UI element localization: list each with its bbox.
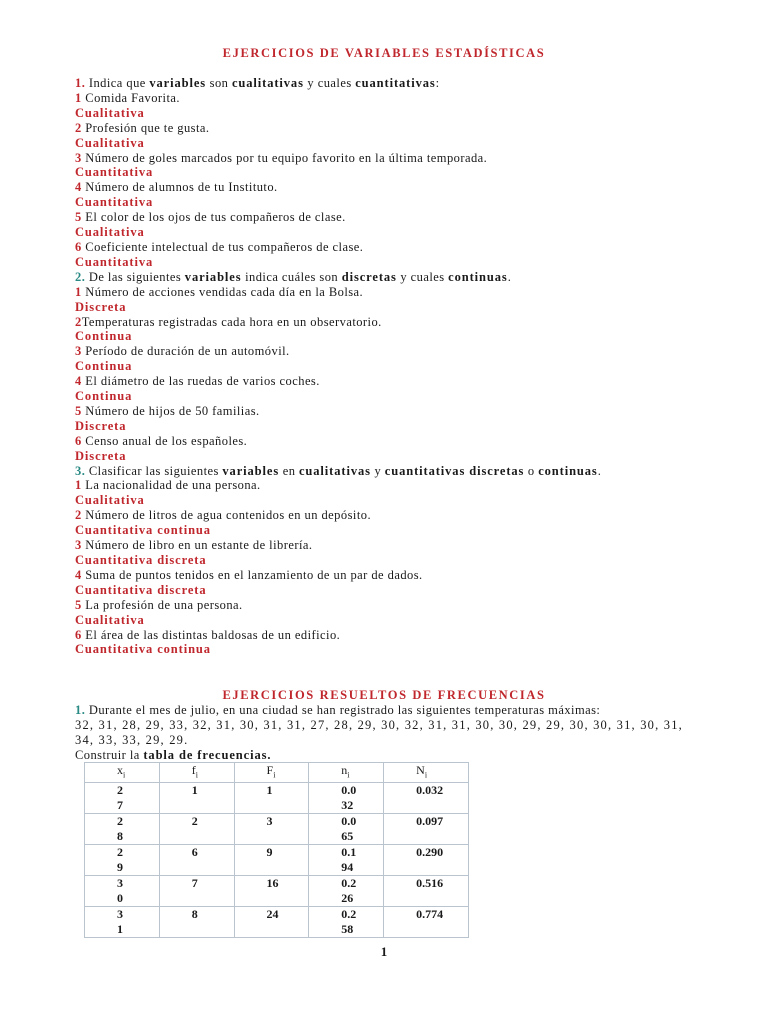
table-cell [159,783,234,814]
column-header-subscript: i [424,770,428,780]
question-text-part: cualitativas [298,463,371,478]
item-number: 1 [75,90,82,105]
table-cell [159,876,234,907]
column-header-subscript: i [273,770,276,780]
column-header-symbol: N [416,763,425,777]
question-text-part: variables [184,269,242,284]
table-cell [309,814,384,845]
exercise-statement [75,703,725,718]
item-answer: Cuantitativa continua [75,642,211,657]
item-answer: Cualitativa [75,493,145,508]
item-answer: Cuantitativa discreta [75,553,207,567]
table-cell [85,783,160,814]
cell-value: 0.226 [341,876,357,906]
item-answer: Discreta [75,448,127,463]
cell-value: 0.032 [416,783,444,798]
table-cell [234,907,309,938]
cell-value: 24 [266,907,279,922]
table-cell [309,783,384,814]
question-text-part: cuantitativas discretas [384,463,525,478]
item-answer: Continua [75,359,133,374]
temperature-data-line-2: 34, 33, 33, 29, 29. [75,732,189,747]
item-number: 6 [75,627,82,642]
table-cell [159,845,234,876]
column-header [309,763,384,783]
cell-value: 28 [117,814,123,844]
cell-value: 27 [117,783,123,813]
frequency-exercise-intro [75,703,725,718]
table-cell [384,845,469,876]
item-text: El diámetro de las ruedas de varios coches. [81,374,320,389]
item-number: 4 [75,567,82,582]
temperature-data [75,718,735,748]
question-number: 1. [75,76,86,90]
section-title-frequencies: EJERCICIOS RESUELTOS DE FRECUENCIAS [222,688,546,702]
table-cell [85,876,160,907]
question-text-part: y [370,463,385,478]
question-number: 3. [75,463,86,478]
cell-value: 29 [117,845,123,875]
question-text-part: continuas [538,463,598,478]
construct-bold: tabla de frecuencias. [143,748,272,762]
item-number: 2 [75,314,82,329]
question-text-part: cuantitativas [355,76,436,90]
cell-value: 0.258 [341,907,357,937]
question-item [75,404,725,419]
question-item [75,538,725,553]
table-row [85,783,469,814]
question-text-part: o [524,463,539,478]
question-item [75,568,725,583]
exercise-text: Durante el mes de julio, en una ciudad se han registrado las siguientes temperaturas máximas: [85,703,601,717]
question-text-part: : [435,76,440,90]
cell-value: 3 [266,814,273,829]
question-item [75,508,725,523]
table-cell [159,814,234,845]
item-number: 2 [75,120,82,135]
cell-value: 0.290 [416,845,444,860]
column-header [159,763,234,783]
cell-value: 0.032 [341,783,357,813]
section-title-variables: EJERCICIOS DE VARIABLES ESTADÍSTICAS [222,46,546,60]
column-header-subscript: i [123,770,126,780]
question-text-part: son [206,76,232,90]
construct-prefix: Construir la [75,748,144,762]
item-text: El área de las distintas baldosas de un edificio. [81,627,341,642]
item-text: Número de alumnos de tu Instituto. [81,180,278,195]
item-text: Suma de puntos tenidos en el lanzamiento de un par de dados. [81,567,423,582]
question-item [75,628,725,643]
table-cell [85,814,160,845]
question-text-part: Indica que [85,76,150,90]
item-number: 1 [75,478,82,493]
table-cell [309,876,384,907]
temperature-data-line-1: 32, 31, 28, 29, 33, 32, 31, 30, 31, 31, 27, 28, 29, 30, 32, 31, 31, 30, 30, 29, 29, 30, 30, 31, 30, 31, [75,718,683,732]
question-item [75,121,725,136]
cell-value: 7 [191,876,198,891]
cell-value: 6 [191,845,198,860]
table-header-row [85,763,469,783]
question-text-part: De las siguientes [85,269,185,284]
question-item [75,315,725,330]
item-answer: Cualitativa [75,225,145,240]
item-text: Número de hijos de 50 familias. [81,403,260,418]
item-number: 1 [75,284,82,299]
question-text-part: variables [222,463,280,478]
page-number: 1 [380,944,388,959]
item-text: Número de goles marcados por tu equipo favorito en la última temporada. [81,150,488,165]
item-answer: Discreta [75,299,127,314]
item-number: 5 [75,403,82,418]
item-answer: Discreta [75,418,127,433]
question-text-part: . [507,269,512,284]
item-answer: Cuantitativa [75,165,154,180]
question-text-part: discretas [341,269,397,284]
table-cell [85,845,160,876]
table-cell [234,876,309,907]
question-item [75,598,725,613]
question-number: 2. [75,269,86,284]
question-text-part: cualitativas [231,76,304,90]
frequency-table [84,762,469,938]
column-header-subscript: i [195,770,198,780]
question-item [75,210,725,225]
table-cell [234,783,309,814]
item-answer: Cualitativa [75,135,145,150]
question-text-part: y cuales [303,76,356,90]
question-text-part: en [279,463,299,478]
question-text-part: continuas [448,269,508,284]
question-text-part: variables [149,76,207,90]
question-text-part: y cuales [396,269,449,284]
table-cell [309,907,384,938]
item-text: La nacionalidad de una persona. [81,478,261,493]
item-number: 5 [75,210,82,225]
item-text: El color de los ojos de tus compañeros de clase. [81,210,346,225]
item-answer: Continua [75,389,133,404]
cell-value: 1 [266,783,273,798]
item-answer: Cualitativa [75,105,145,120]
cell-value: 30 [117,876,123,906]
cell-value: 0.774 [416,907,444,922]
table-cell [384,907,469,938]
question-q2 [75,270,725,285]
question-item [75,344,725,359]
question-text-part: indica cuáles son [241,269,342,284]
cell-value: 0.065 [341,814,357,844]
column-header [85,763,160,783]
item-answer: Continua [75,329,133,344]
question-item [75,434,725,449]
question-item [75,285,725,300]
item-number: 4 [75,374,82,389]
item-number: 6 [75,239,82,254]
cell-value: 8 [191,907,198,922]
cell-value: 0.516 [416,876,444,891]
cell-value: 2 [191,814,198,829]
table-row [85,845,469,876]
question-item [75,374,725,389]
item-number: 4 [75,180,82,195]
item-text: Número de acciones vendidas cada día en la Bolsa. [81,284,364,299]
cell-value: 0.097 [416,814,444,829]
item-answer: Cuantitativa continua [75,523,211,538]
question-q3 [75,464,725,479]
construct-instruction [75,748,725,763]
item-number: 2 [75,508,82,523]
cell-value: 16 [266,876,279,891]
table-cell [159,907,234,938]
column-header [234,763,309,783]
column-header-subscript: i [347,770,350,780]
column-header-symbol: x [117,763,123,777]
table-cell [384,876,469,907]
exercise-number: 1. [75,703,86,717]
question-item [75,151,725,166]
item-text: La profesión de una persona. [81,597,243,612]
table-cell [384,783,469,814]
item-answer: Cuantitativa [75,195,154,210]
item-number: 5 [75,597,82,612]
question-text-part: . [597,463,602,478]
item-answer: Cuantitativa discreta [75,582,207,597]
item-text: Número de litros de agua contenidos en un depósito. [81,508,372,523]
variables-exercises [75,76,725,657]
question-item [75,91,725,106]
column-header [384,763,469,783]
question-q1 [75,76,725,91]
item-answer: Cualitativa [75,612,145,627]
item-number: 6 [75,433,82,448]
item-number: 3 [75,538,82,553]
table-row [85,814,469,845]
table-row [85,876,469,907]
cell-value: 9 [266,845,273,860]
question-item [75,478,725,493]
item-text: Censo anual de los españoles. [81,433,248,448]
column-header-symbol: n [341,763,348,777]
item-text: Comida Favorita. [81,90,180,105]
column-header-symbol: F [266,763,274,777]
table-cell [384,814,469,845]
table-cell [234,814,309,845]
question-item [75,240,725,255]
table-cell [309,845,384,876]
column-header-symbol: f [191,763,196,777]
item-text: Coeficiente intelectual de tus compañeros de clase. [81,239,364,254]
cell-value: 31 [117,907,123,937]
item-text: Período de duración de un automóvil. [81,344,290,359]
item-number: 3 [75,344,82,359]
cell-value: 0.194 [341,845,357,875]
item-answer: Cuantitativa [75,254,154,269]
item-text: Temperaturas registradas cada hora en un observatorio. [81,314,382,329]
table-row [85,907,469,938]
cell-value: 1 [191,783,198,798]
table-cell [85,907,160,938]
item-text: Número de libro en un estante de librería. [81,538,313,553]
table-cell [234,845,309,876]
question-text-part: Clasificar las siguientes [85,463,223,478]
item-text: Profesión que te gusta. [81,120,210,135]
item-number: 3 [75,150,82,165]
question-item [75,180,725,195]
